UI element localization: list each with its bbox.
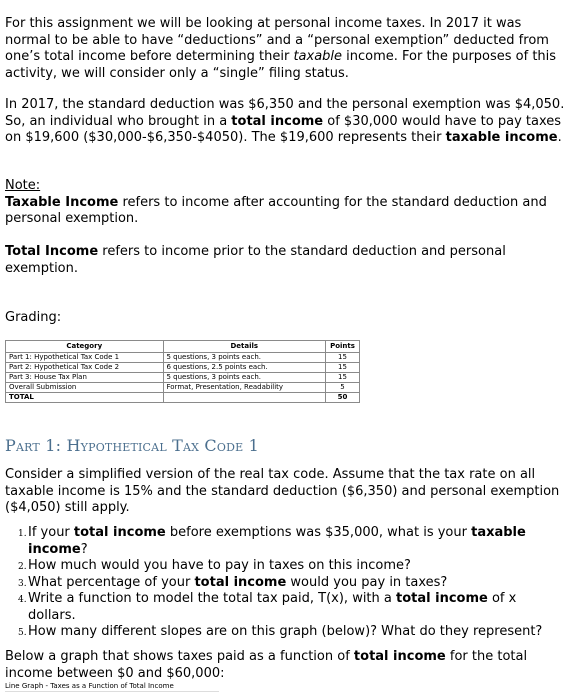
graph-caption: Line Graph - Taxes as a Function of Total Income <box>5 682 219 692</box>
total-income-definition-term: Total Income <box>5 244 99 259</box>
total-points-cell: 50 <box>326 393 360 403</box>
details-cell: 5 questions, 3 points each. <box>163 373 326 383</box>
taxable-income-definition-term: Taxable Income <box>5 194 119 210</box>
graph-intro-text: Below a graph that shows taxes paid as a function of <box>5 649 354 664</box>
list-item <box>5 558 560 575</box>
question-text: Write a function to model the total tax paid, T(x), with a <box>28 591 396 606</box>
question-text: before exemptions was $35,000, what is your <box>165 525 472 540</box>
total-label-cell: TOTAL <box>6 393 164 403</box>
graph-intro-emphasis: total income <box>353 649 446 664</box>
question-number: 5. <box>18 628 27 638</box>
question-text: would you pay in taxes? <box>286 574 448 590</box>
table-header-row <box>6 341 360 353</box>
question-emphasis: total income <box>194 574 287 590</box>
intro2-text-mid: of $30,000 would have to pay taxes on $19,600 ($30,000-$6,350-$4050). The $19,600 represents their <box>5 113 562 145</box>
intro-text-end: income. For the purposes of this activity, we will consider only a “single” filing status. <box>5 49 557 81</box>
category-cell: Part 1: Hypothetical Tax Code 1 <box>6 353 164 363</box>
table-row <box>6 363 360 373</box>
intro-paragraph-1 <box>5 16 565 82</box>
intro2-text: In 2017, the standard deduction was $6,350 and the personal exemption was $4,050. So, an individual who brought in a <box>5 97 565 129</box>
table-row <box>6 383 360 393</box>
graph-intro <box>5 649 565 682</box>
question-text: If your <box>28 525 74 540</box>
intro-paragraph-2 <box>5 97 565 147</box>
taxable-emphasis: taxable <box>293 49 343 64</box>
question-emphasis: total income <box>73 525 166 540</box>
question-emphasis: total income <box>396 591 488 606</box>
details-cell: 6 questions, 2.5 points each. <box>163 363 326 373</box>
question-number: 1. <box>18 529 27 539</box>
total-details-cell <box>163 393 326 403</box>
list-item <box>5 591 560 624</box>
question-text: How much would you have to pay in taxes on this income? <box>28 558 411 573</box>
header-points: Points <box>326 341 360 353</box>
question-number: 4. <box>18 595 27 605</box>
question-emphasis: taxable income <box>28 525 526 557</box>
total-income-definition: refers to income prior to the standard deduction and personal exemption. <box>5 244 506 276</box>
list-item <box>5 525 560 558</box>
question-number: 3. <box>18 578 27 589</box>
question-list <box>5 525 560 641</box>
details-cell: Format, Presentation, Readability <box>163 383 326 393</box>
table-row <box>6 353 360 363</box>
points-cell: 15 <box>326 373 360 383</box>
details-cell: 5 questions, 3 points each. <box>163 353 326 363</box>
points-cell: 15 <box>326 353 360 363</box>
part1-heading: Part 1: Hypothetical Tax Code 1 <box>5 436 260 455</box>
points-cell: 15 <box>326 363 360 373</box>
category-cell: Part 3: House Tax Plan <box>6 373 164 383</box>
question-text: How many different slopes are on this graph (below)? What do they represent? <box>28 624 543 639</box>
header-category: Category <box>6 341 164 353</box>
intro2-text-end: . <box>557 130 562 145</box>
note-label: Note: <box>5 178 41 193</box>
grading-label: Grading: <box>5 310 62 325</box>
question-text: of x dollars. <box>28 591 517 623</box>
question-text: ? <box>80 541 88 557</box>
list-item <box>5 624 560 641</box>
category-cell: Overall Submission <box>6 383 164 393</box>
question-number: 2. <box>18 562 27 572</box>
header-details: Details <box>163 341 326 353</box>
taxable-income-term: taxable income <box>445 130 558 145</box>
points-cell: 5 <box>326 383 360 393</box>
graph-intro-text-end: for the total income between $0 and $60,000: <box>5 649 528 681</box>
list-item <box>5 575 560 592</box>
table-row <box>6 373 360 383</box>
note-block <box>5 178 565 228</box>
question-text: What percentage of your <box>28 574 195 590</box>
category-cell: Part 2: Hypothetical Tax Code 2 <box>6 363 164 373</box>
total-income-term: total income <box>231 113 324 129</box>
intro-text: For this assignment we will be looking at personal income taxes. In 2017 it was normal to be able to have “deductions” and a “personal exemption” deducted from one’s total income before determining their <box>5 16 549 64</box>
part1-intro: Consider a simplified version of the real tax code. Assume that the tax rate on all taxable income is 15% and the standard deduction ($6,350) and personal exemption ($4,050) still apply. <box>5 467 560 515</box>
grading-table <box>5 340 360 403</box>
taxable-income-definition: refers to income after accounting for the standard deduction and personal exemption. <box>5 194 547 226</box>
total-income-note <box>5 244 565 277</box>
table-total-row <box>6 393 360 403</box>
